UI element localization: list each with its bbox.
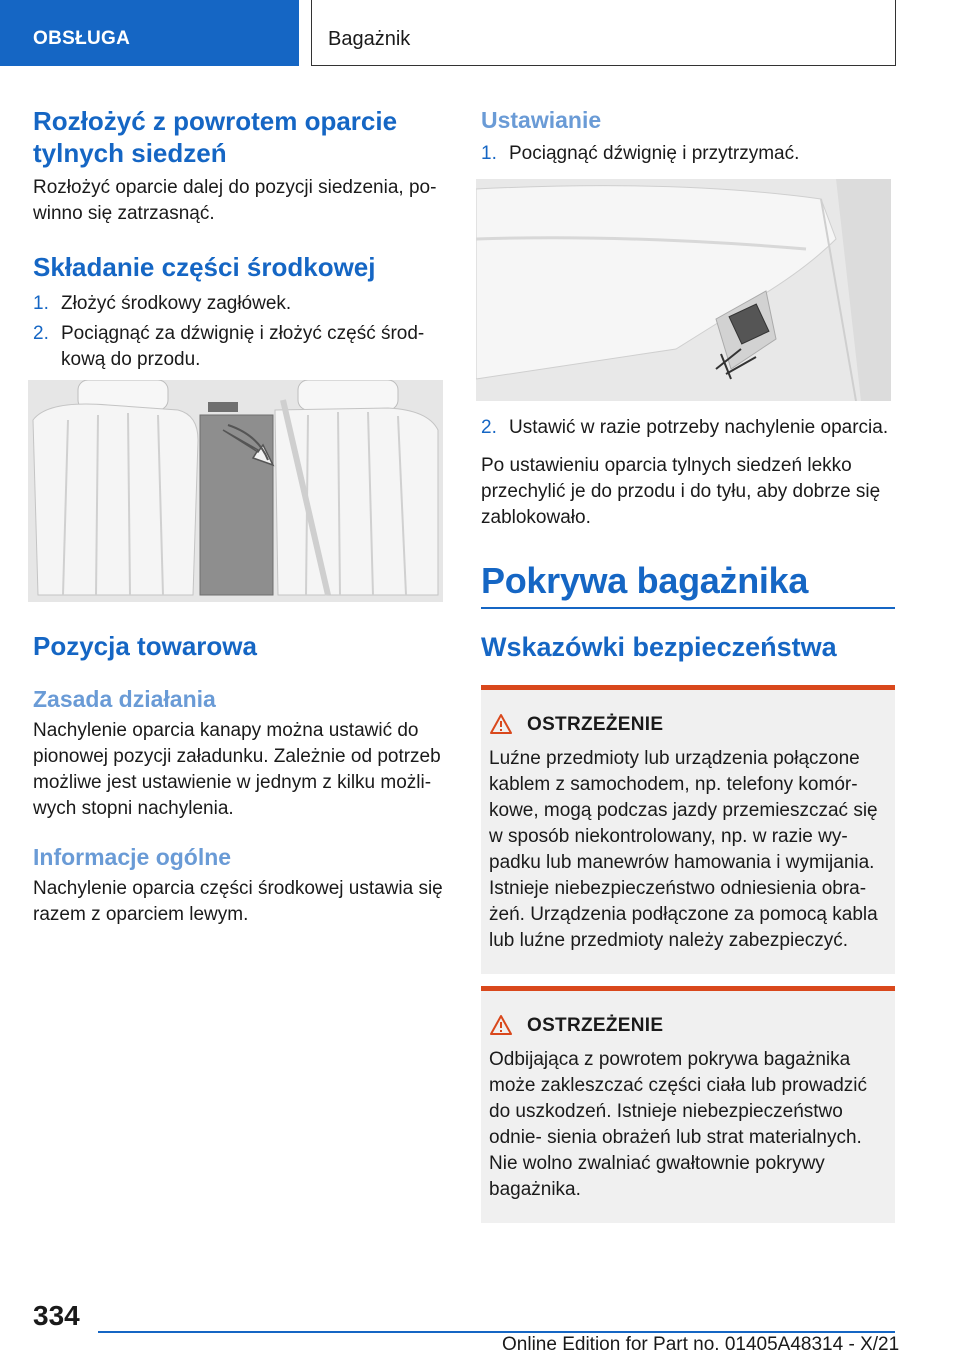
- step-number: 1.: [33, 293, 49, 314]
- lever-drawing: [476, 179, 891, 401]
- step-number: 2.: [33, 323, 49, 344]
- warning-box: [481, 685, 895, 974]
- chapter-header: [311, 0, 896, 66]
- warning-text: Luźne przedmioty lub urządzenia połączone kablem z samochodem, np. telefony komór- kowe, mogą podczas jazdy przemieszczać się w sposób niekontrolowany, np. w razie wy- padku lub manewrów hamowania i wymijania. Istnieje niebezpieczeństwo odniesienia obra- żeń. Urządzenia podłączone za pomocą kabla lub luźne przedmioty należy zabezpieczyć.: [489, 747, 878, 951]
- step-text: Pociągnąć dźwignię i przytrzymać.: [509, 143, 800, 164]
- steps-fold-middle: [33, 291, 443, 373]
- warning-title-text: OSTRZEŻENIE: [527, 713, 664, 735]
- list-item: [33, 291, 443, 317]
- warning-triangle-icon: [489, 1014, 513, 1044]
- heading-principle: Zasada działania: [33, 686, 216, 712]
- right-column: [481, 105, 895, 1200]
- chapter-title: Bagażnik: [328, 28, 411, 50]
- step-text: Złożyć środkowy zagłówek.: [61, 293, 292, 314]
- heading-fold-middle: Składanie części środkowej: [33, 252, 376, 282]
- setting-continued: [481, 415, 895, 1223]
- step-number: 2.: [481, 417, 497, 438]
- heading-general-info: Informacje ogólne: [33, 844, 232, 870]
- heading-cargo-position: Pozycja towarowa: [33, 631, 257, 661]
- warning-box: [481, 986, 895, 1223]
- heading-fold-back: Rozłożyć z powrotem oparcie tylnych siedzeń: [33, 106, 398, 168]
- rear-seat-drawing: [28, 380, 443, 602]
- step-text: Pociągnąć za dźwignię i złożyć część środ- kową do przodu.: [61, 323, 425, 370]
- step-number: 1.: [481, 143, 497, 164]
- paragraph-fold-back: Rozłożyć oparcie dalej do pozycji siedzenia, po- winno się zatrzasnąć.: [33, 177, 437, 224]
- page-number: 334: [33, 1300, 80, 1331]
- heading-rule: [481, 607, 895, 609]
- paragraph-principle: Nachylenie oparcia kanapy można ustawić do pionowej pozycji załadunku. Zależnie od potrzeb możliwe jest ustawienie w jednym z kilku możli- wych stopni nachylenia.: [33, 720, 441, 819]
- cargo-section: [33, 630, 443, 928]
- footer-rule: [98, 1331, 895, 1333]
- warning-title-text: OSTRZEŻENIE: [527, 1014, 664, 1036]
- left-column: [33, 105, 443, 925]
- warning-title: [489, 712, 887, 738]
- step-text: Ustawić w razie potrzeby nachylenie oparcia.: [509, 417, 889, 438]
- lever-illustration: [476, 179, 891, 401]
- heading-safety: Wskazówki bezpieczeństwa: [481, 631, 837, 662]
- warning-triangle-icon: [489, 713, 513, 743]
- rear-seat-illustration: [28, 380, 443, 602]
- section-tab: [0, 0, 299, 66]
- paragraph-general-info: Nachylenie oparcia części środkowej ustawia się razem z oparciem lewym.: [33, 878, 443, 925]
- list-item: [481, 141, 895, 167]
- edition-text: Online Edition for Part no. 01405A48314 - X/21: [502, 1334, 900, 1355]
- section-tab-label: OBSŁUGA: [33, 28, 131, 49]
- paragraph-after-setting: Po ustawieniu oparcia tylnych siedzeń lekko przechylić je do przodu i do tyłu, aby dobrze się zablokowało.: [481, 455, 881, 528]
- list-item: [33, 321, 443, 373]
- warning-text: Odbijająca z powrotem pokrywa bagażnika może zakleszczać części ciała lub prowadzić do uszkodzeń. Istnieje niebezpieczeństwo odnie- sienia obrażeń lub strat materialnych. Nie wolno zwalniać gwałtownie pokrywy bagażnika.: [489, 1048, 868, 1200]
- heading-setting: Ustawianie: [481, 107, 602, 133]
- heading-trunk-lid: Pokrywa bagażnika: [481, 560, 809, 601]
- list-item: [481, 415, 895, 441]
- warning-title: [489, 1013, 887, 1039]
